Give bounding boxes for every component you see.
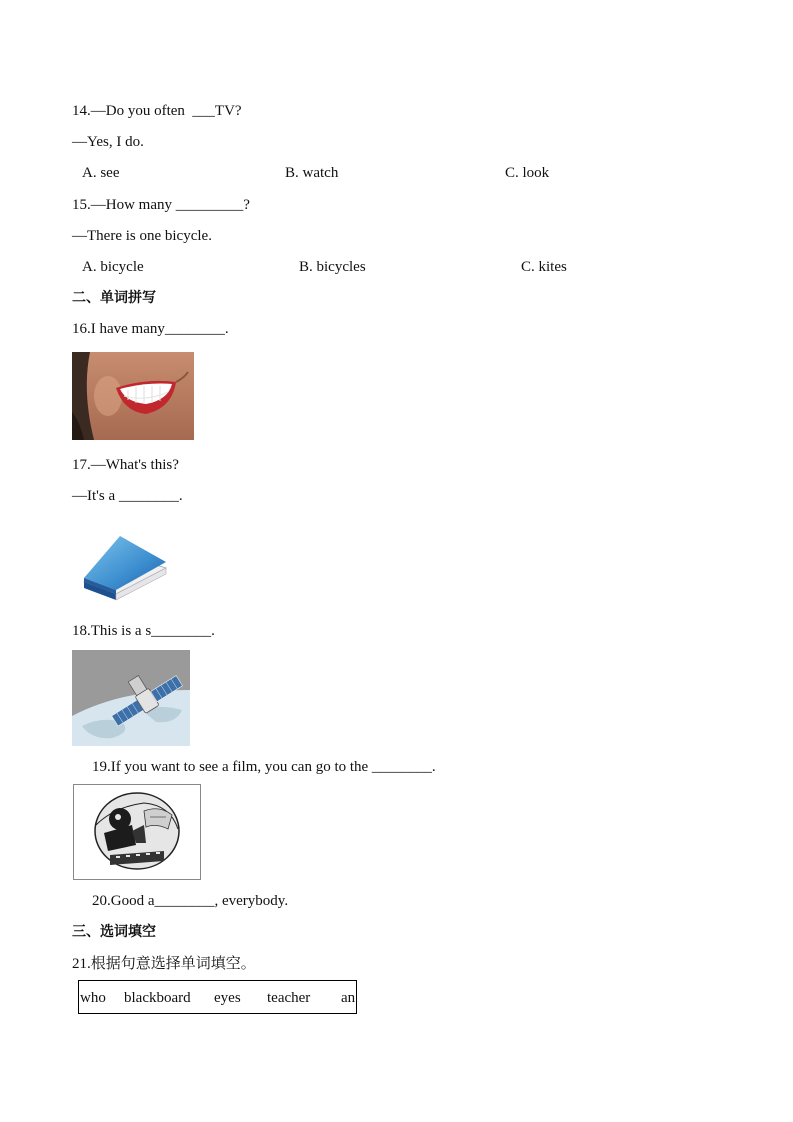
q20-stem: 20.Good a________, everybody. — [92, 893, 289, 909]
book-icon — [80, 532, 170, 602]
word-bank-item: teacher — [267, 990, 311, 1006]
film-camera-cinema-icon — [73, 784, 201, 880]
section-3-heading: 三、选词填空 — [72, 924, 156, 940]
q14-option-b: B. watch — [285, 165, 339, 181]
word-bank-item: eyes — [214, 990, 241, 1006]
q21-stem: 21.根据句意选择单词填空。 — [72, 956, 256, 972]
smiling-mouth-teeth-icon — [72, 352, 194, 440]
q15-answer: —There is one bicycle. — [72, 228, 212, 244]
q17-stem: 17.—What's this? — [72, 457, 179, 473]
word-bank-item: blackboard — [124, 990, 191, 1006]
word-bank-item: an — [341, 990, 356, 1006]
q15-stem: 15.—How many _________? — [72, 197, 250, 213]
q19-stem: 19.If you want to see a film, you can go to the ________. — [92, 759, 436, 775]
q14-stem: 14.—Do you often ___TV? — [72, 103, 242, 119]
word-bank-box — [78, 980, 357, 1014]
q15-option-b: B. bicycles — [299, 259, 366, 275]
q15-option-a: A. bicycle — [82, 259, 144, 275]
q18-stem: 18.This is a s________. — [72, 623, 215, 639]
word-bank-item: who — [80, 990, 106, 1006]
section-2-heading: 二、单词拼写 — [72, 290, 156, 306]
q15-option-c: C. kites — [521, 259, 567, 275]
q14-option-a: A. see — [82, 165, 120, 181]
satellite-icon — [72, 650, 190, 746]
q14-answer: —Yes, I do. — [72, 134, 144, 150]
q16-stem: 16.I have many________. — [72, 321, 229, 337]
q14-option-c: C. look — [505, 165, 550, 181]
q17-answer: —It's a ________. — [72, 488, 183, 504]
